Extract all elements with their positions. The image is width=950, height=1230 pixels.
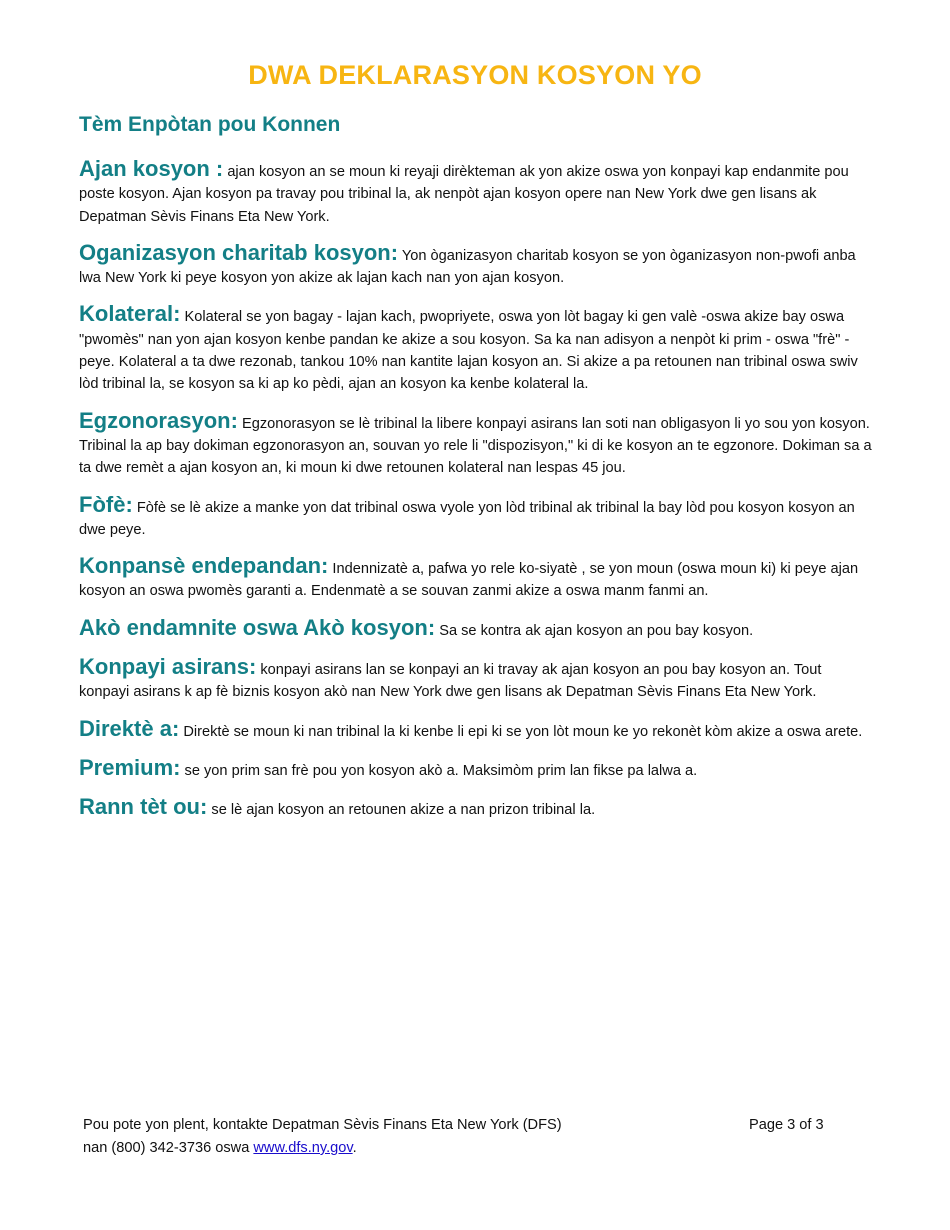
glossary-entry — [79, 656, 874, 704]
glossary-entry — [79, 555, 874, 603]
footer-phone-text: nan (800) 342-3736 oswa — [83, 1140, 254, 1156]
glossary-entry — [79, 796, 874, 821]
glossary-definition: se lè ajan kosyon an retounen akize a nan prizon tribinal la. — [211, 802, 596, 819]
glossary-term: Akò endamnite oswa Akò kosyon: — [79, 614, 436, 640]
glossary-definition: Yon òganizasyon charitab kosyon se yon òganizasyon non-pwofi anba lwa New York ki peye kosyon yon akize ak lajan kach nan yon ajan kosyon. — [79, 247, 856, 287]
glossary-entry — [79, 303, 874, 395]
dfs-website-link[interactable]: www.dfs.ny.gov — [253, 1140, 353, 1156]
glossary-definition: Direktè se moun ki nan tribinal la ki kenbe li epi ki se yon lòt moun ke yo rekonèt kòm akize a oswa arete. — [183, 723, 863, 740]
glossary-definition: Sa se kontra ak ajan kosyon an pou bay kosyon. — [439, 622, 754, 639]
glossary — [79, 158, 874, 822]
glossary-term: Rann tèt ou: — [79, 794, 208, 820]
glossary-term: Fòfè: — [79, 491, 133, 517]
glossary-entry — [79, 407, 874, 480]
glossary-definition: Egzonorasyon se lè tribinal la libere konpayi asirans lan soti nan obligasyon li yo sou yon kosyon. Tribinal la ap bay dokiman egzonorasyon an, souvan yo rele li "dispozisyon," ki di ke kosyon an te egzonore. Dokiman sa a ta dwe remèt a ajan kosyon an, ki moun ki dwe retounen kolateral nan lespas 45 jou. — [79, 415, 872, 477]
glossary-term: Direktè a: — [79, 715, 180, 741]
footer-contact — [83, 1114, 562, 1160]
glossary-entry — [79, 239, 874, 290]
footer-line-2 — [83, 1137, 562, 1160]
glossary-term: Egzonorasyon: — [79, 407, 238, 433]
glossary-definition: se yon prim san frè pou yon kosyon akò a. Maksimòm prim lan fikse pa lalwa a. — [184, 762, 698, 779]
page-title: DWA DEKLARASYON KOSYON YO — [248, 60, 702, 90]
glossary-definition: Fòfè se lè akize a manke yon dat tribinal oswa vyole yon lòd tribinal ak tribinal la bay lòd pou kosyon kosyon an dwe peye. — [79, 499, 855, 538]
glossary-term: Konpayi asirans: — [79, 654, 257, 680]
glossary-definition: Kolateral se yon bagay - lajan kach, pwopriyete, oswa yon lòt bagay ki gen valè -oswa akize bay oswa "pwomès" nan yon ajan kosyon kenbe pandan ke akize a sou kosyon. Sa ka nan adisyon a nenpòt ki prim - oswa "frè" -peye. Kolateral a ta dwe rezonab, tankou 10% nan kantite lajan kosyon an. Si akize a pa retounen nan tribinal oswa swiv lòd tribinal la, se kosyon sa ki ap ko pèdi, ajan an kosyon ka kenbe kolateral la. — [79, 309, 858, 393]
glossary-term: Ajan kosyon : — [79, 156, 224, 181]
footer-line-1: Pou pote yon plent, kontakte Depatman Sèvis Finans Eta New York (DFS) — [83, 1117, 562, 1133]
glossary-entry — [79, 754, 874, 782]
section-subtitle: Tèm Enpòtan pou Konnen — [79, 113, 341, 136]
glossary-definition: ajan kosyon an se moun ki reyaji dirèkteman ak yon akize oswa yon konpayi kap endanmite pou poste kosyon. Ajan kosyon pa travay pou tribinal la, ak nenpòt ajan kosyon opere nan New York dwe gen lisans ak Depatman Sèvis Finans Eta New York. — [79, 164, 849, 225]
glossary-term: Oganizasyon charitab kosyon: — [79, 239, 399, 265]
glossary-entry — [79, 614, 874, 642]
glossary-entry — [79, 715, 874, 743]
footer-period: . — [352, 1140, 357, 1156]
glossary-term: Premium: — [79, 754, 181, 780]
page-number: Page 3 of 3 — [749, 1117, 824, 1133]
glossary-definition: konpayi asirans lan se konpayi an ki travay ak ajan kosyon an pou bay kosyon an. Tout konpayi asirans k ap fè biznis kosyon akò nan New York dwe gen lisans ak Depatman Sèvis Finans Eta New York. — [79, 662, 822, 701]
glossary-term: Kolateral: — [79, 301, 181, 327]
glossary-definition: Indennizatè a, pafwa yo rele ko-siyatè , se yon moun (oswa moun ki) ki peye ajan kosyon an oswa pwomès garanti a. Endenmatè a se souvan zanmi akize a oswa manm fanmi an. — [79, 561, 859, 600]
glossary-entry — [79, 158, 874, 228]
glossary-term: Konpansè endepandan: — [79, 553, 329, 579]
glossary-entry — [79, 491, 874, 542]
